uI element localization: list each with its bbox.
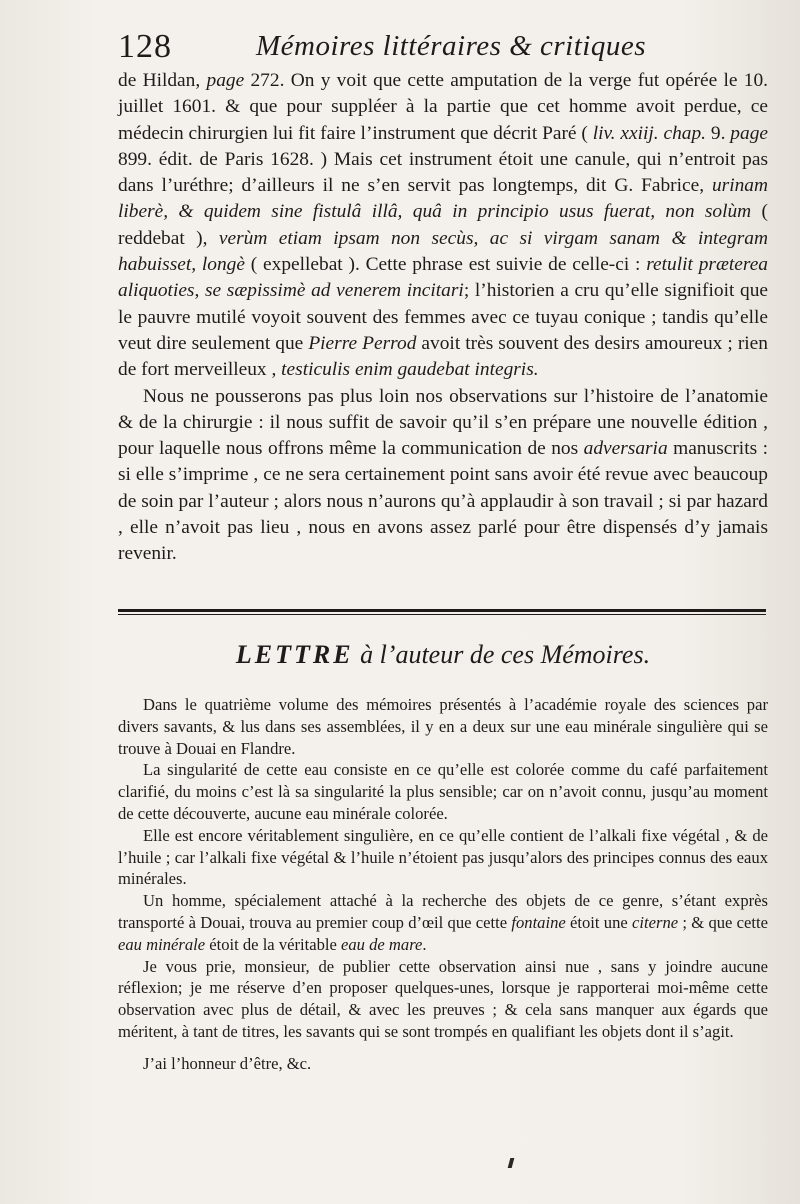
text-run: avoit très souvent des desirs amoureux ; rien de fort merveilleux , — [118, 332, 768, 381]
italic-text: non solùm — [665, 201, 752, 223]
running-title: Mémoires littéraires & critiques — [256, 30, 646, 62]
text-run: 272. On y voit que cette amputation de la verge fut opérée le 10. juillet 1601. & que pour suppléer à la partie que cet homme avoit perdue, ce médecin chirurgien lui fit faire l’instrument que décrit Paré ( — [118, 70, 768, 144]
italic-text: Pierre Perrod — [308, 332, 417, 354]
continued-text — [118, 68, 768, 568]
italic-text: retulit præterea aliquoties — [118, 254, 768, 302]
paragraph — [118, 956, 768, 1043]
text-run: 899. édit. de Paris 1628. ) Mais cet instrument étoit une canule, qui n’entroit pas dans l’uréthre; d’ailleurs il ne s’en servit pas longtemps, dit G. Fabrice, — [118, 148, 768, 197]
paragraph — [118, 694, 768, 759]
text-run: Elle est encore véritablement singulière, en ce qu’elle contient de l’alkali fixe végétal , & de l’huile ; car l’alkali fixe végétal & l’huile n’étoient pas jusqu’alors des principes connus des eaux minérales. — [118, 825, 768, 889]
text-run: Dans le quatrième volume des mémoires présentés à l’académie royale des sciences par divers savants, & lus dans ses assemblées, il y en a deux sur une eau minérale singulière qui se trouve à Douai en Flandre. — [118, 695, 768, 758]
text-run: ; & que cette — [678, 912, 768, 932]
page-number: 128 — [118, 28, 172, 65]
text-run: La singularité de cette eau consiste en ce qu’elle est colorée comme du café parfaitement clarifié, du moins c’est là sa singularité la plus sensible; car on n’avoit connu, jusqu’au moment de cette découverte, aucune eau minérale colorée. — [118, 760, 768, 823]
text-run: , — [194, 280, 205, 302]
text-run: 9. — [706, 122, 731, 144]
page-header — [118, 28, 758, 72]
italic-text: page — [730, 122, 768, 144]
letter-body — [118, 694, 768, 1075]
italic-text: urinam liberè, & quidem sine fistulâ illâ, quâ in principio usus fuerat, — [118, 175, 768, 223]
paragraph — [118, 890, 768, 955]
text-run: Nous ne pousserons pas plus loin nos observations sur l’histoire de l’anatomie & de la chirurgie : il nous suffit de savoir qu’il s’en prépare une nouvelle édition , pour laquelle nous offrons même la communication de nos — [118, 385, 768, 460]
text-run: Je vous prie, monsieur, de publier cette observation ainsi nue , sans y joindre aucune réflexion; je me réserve d’en proposer quelques-unes, lorsque je rapporterai moi-même cette observation avec plus de détail, & avec les preuves ; & cela sans manquer aux égards que méritent, à tant de titres, les savants qui se sont trompés en qualifiant les objets dont il s’agit. — [118, 956, 768, 1041]
text-run: ; l’historien a cru qu’elle signifioit que le pauvre mutilé voyoit souvent des femmes avec ce tuyau conique ; tandis qu’elle veut dire seulement que — [118, 280, 768, 354]
section-divider — [118, 609, 766, 615]
text-run: étoit une — [565, 912, 633, 932]
signature: J’ai l’honneur d’être, &c. — [143, 1053, 312, 1073]
paragraph — [118, 384, 768, 568]
ink-mark — [508, 1158, 515, 1168]
text-run: de Hildan, — [118, 70, 207, 91]
text-run: ( reddebat ), — [118, 201, 768, 249]
italic-text: adversaria — [583, 438, 668, 460]
italic-text: se sæpissimè ad venerem incitari — [204, 280, 464, 302]
italic-text: eau de mare — [341, 934, 423, 954]
italic-text: eau minérale — [118, 934, 206, 954]
paragraph — [118, 825, 768, 890]
italic-text: testiculis enim gaudebat integris. — [281, 359, 539, 381]
letter-heading-rest: à l’auteur de ces Mémoires. — [353, 640, 651, 669]
paragraph — [118, 68, 768, 384]
paragraph — [118, 759, 768, 824]
italic-text: fontaine — [511, 912, 566, 932]
text-run — [655, 201, 665, 222]
text-run: manuscrits : si elle s’imprime , ce ne sera certainement point sans avoir été revue avec beaucoup de soin par l’auteur ; alors nous n’aurons qu’à applaudir à son travail ; si par hazard , elle n’avoit pas lieu , nous en avons assez parlé pour être dispensés d’y jamais revenir. — [118, 438, 768, 565]
text-run: étoit de la véritable — [205, 934, 342, 954]
text-run: Un homme, spécialement attaché à la recherche des objets de ce genre, s’étant exprès transporté à Douai, trouva au premier coup d’œil que cette — [118, 891, 768, 932]
text-run: ( expellebat ). Cette phrase est suivie de celle-ci : — [244, 254, 647, 276]
italic-text: liv. xxiij. chap. — [592, 122, 707, 144]
italic-text: verùm etiam ipsam non secùs, ac si virgam sanam & integram habuisset, longè — [118, 227, 768, 276]
letter-heading-caps: LETTRE — [235, 640, 354, 669]
italic-text: citerne — [632, 912, 679, 932]
italic-text: page — [206, 70, 245, 91]
text-run: . — [422, 934, 427, 954]
letter-heading — [118, 640, 768, 670]
